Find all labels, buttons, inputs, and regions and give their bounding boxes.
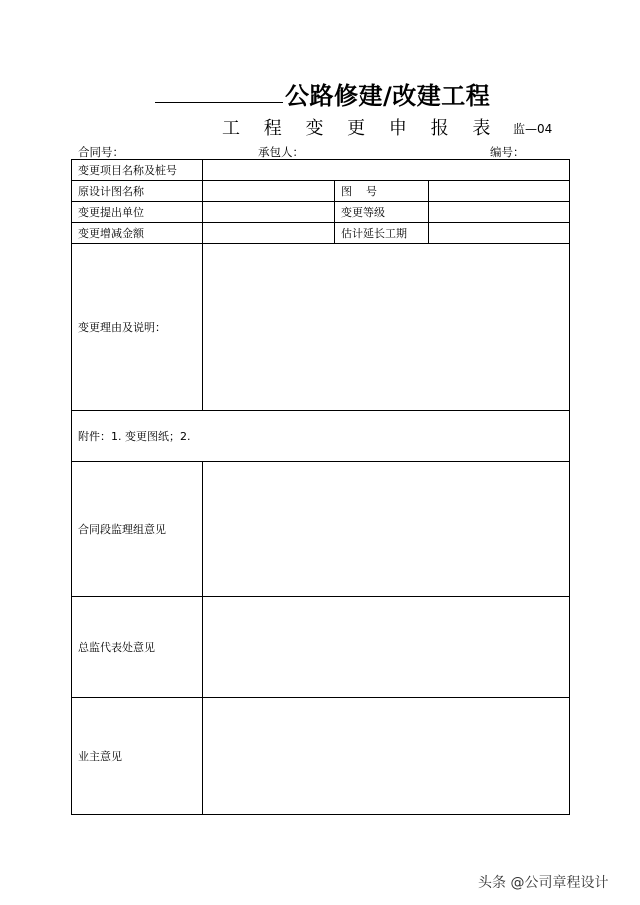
drawing-no-label: 图号 [335, 181, 429, 202]
orig-drawing-name-label: 原设计图名称 [72, 181, 203, 202]
table-row [72, 160, 570, 181]
owner-field[interactable] [203, 698, 570, 815]
orig-drawing-name-field[interactable] [203, 181, 335, 202]
chief-rep-field[interactable] [203, 597, 570, 698]
section-supervision-field[interactable] [203, 462, 570, 597]
reason-field[interactable] [203, 244, 570, 411]
table-row [72, 462, 570, 597]
table-row [72, 181, 570, 202]
table-row [72, 244, 570, 411]
table-row [72, 698, 570, 815]
project-name-blank-line [155, 102, 283, 103]
proposing-unit-field[interactable] [203, 202, 335, 223]
attachments-field[interactable]: 附件：1. 变更图纸；2. [72, 411, 570, 462]
table-row [72, 411, 570, 462]
extension-field[interactable] [429, 223, 570, 244]
form-subtitle: 工 程 变 更 申 报 表 [222, 118, 500, 139]
table-row [72, 202, 570, 223]
table-row [72, 223, 570, 244]
drawing-no-field[interactable] [429, 181, 570, 202]
amount-field[interactable] [203, 223, 335, 244]
contract-no-label: 合同号： [78, 145, 124, 159]
form-code: 监—04 [513, 122, 553, 136]
page-title: 公路修建/改建工程 [285, 82, 491, 110]
extension-label: 估计延长工期 [335, 223, 429, 244]
chief-rep-label: 总监代表处意见 [72, 597, 203, 698]
reason-label: 变更理由及说明： [72, 244, 203, 411]
number-label: 编号： [490, 145, 525, 159]
watermark: 头条 @公司章程设计 [478, 875, 609, 891]
owner-label: 业主意见 [72, 698, 203, 815]
change-grade-label: 变更等级 [335, 202, 429, 223]
title-row [0, 74, 640, 110]
amount-label: 变更增减金额 [72, 223, 203, 244]
section-supervision-label: 合同段监理组意见 [72, 462, 203, 597]
change-application-table [71, 159, 570, 815]
change-item-label: 变更项目名称及桩号 [72, 160, 203, 181]
change-item-field[interactable] [203, 160, 570, 181]
proposing-unit-label: 变更提出单位 [72, 202, 203, 223]
change-grade-field[interactable] [429, 202, 570, 223]
contractor-label: 承包人： [258, 145, 304, 159]
table-row [72, 597, 570, 698]
